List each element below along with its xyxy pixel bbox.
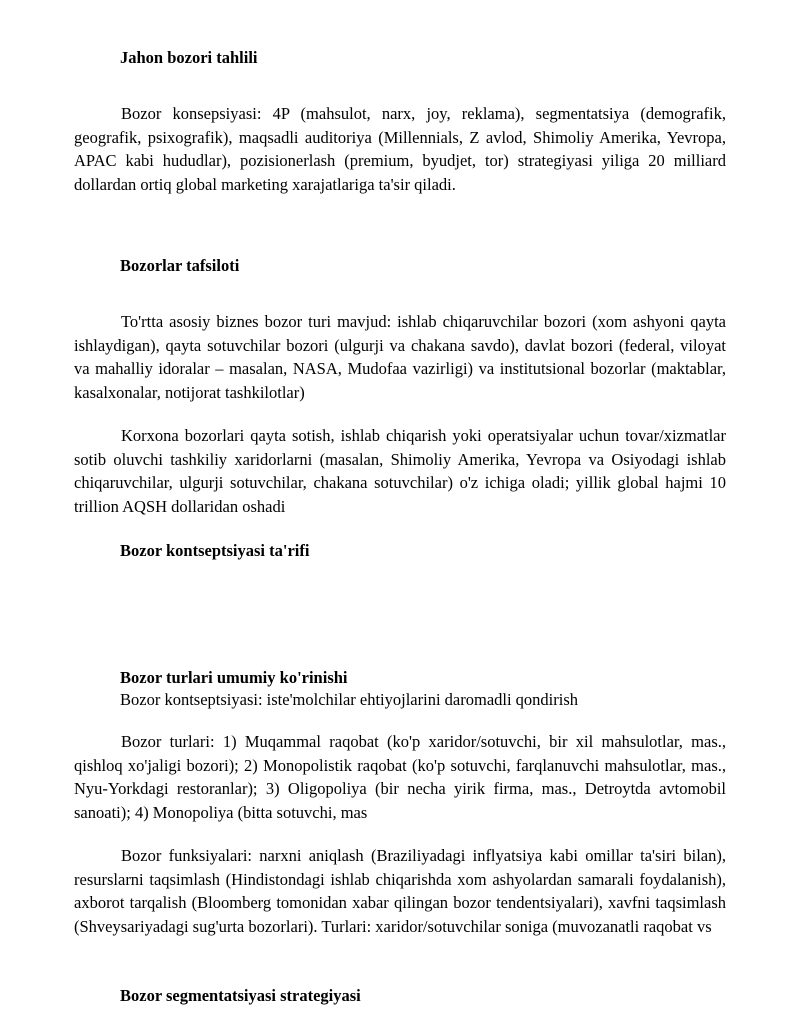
paragraph-biznes-bozor-turlari: To'rtta asosiy biznes bozor turi mavjud: ishlab chiqaruvchilar bozori (xom ashyoni qayta ishlaydigan), qayta sotuvchilar bozori (ulgurji va chakana savdo), davlat bozori (federal, viloyat va mahalliy idoralar – masalan, NASA, Mudofaa vazirligi) va institutsional bozorlar (maktablar, kasalxonalar, notijorat tashkilotlar)	[74, 312, 726, 402]
heading-bozor-segmentatsiyasi: Bozor segmentatsiyasi strategiyasi	[120, 986, 361, 1005]
paragraph-korxona-bozorlari: Korxona bozorlari qayta sotish, ishlab chiqarish yoki operatsiyalar uchun tovar/xizmatlar sotib oluvchi tashkiliy xaridorlarni (masalan, Shimoliy Amerika, Yevropa va Osiyodagi ishlab chiqaruvchilar, ulgurji sotuvchilar, chakana sotuvchilar) o'z ichiga oladi; yillik global hajmi 10 trillion AQSH dollaridan oshadi	[74, 426, 726, 516]
heading-bozor-kontseptsiyasi-tarifi: Bozor kontseptsiyasi ta'rifi	[120, 541, 310, 560]
paragraph-bozor-turlari: Bozor turlari: 1) Muqammal raqobat (ko'p xaridor/sotuvchi, bir xil mahsulotlar, mas., qishloq xo'jaligi bozori); 2) Monopolistik raqobat (ko'p sotuvchi, farqlanuvchi mahsulotlar, mas., Nyu-Yorkdagi restoranlar); 3) Oligopoliya (bir necha yirik firma, mas., Detroytda avtomobil sanoati); 4) Monopoliya (bitta sotuvchi, mas	[74, 732, 726, 822]
heading-jahon-bozori-tahlili: Jahon bozori tahlili	[120, 48, 258, 67]
paragraph-bozor-konsepsiyasi: Bozor konsepsiyasi: 4P (mahsulot, narx, joy, reklama), segmentatsiya (demografik, geografik, psixografik), maqsadli auditoriya (Millennials, Z avlod, Shimoliy Amerika, Yevropa, APAC kabi hududlar), pozisionerlash (premium, byudjet, tor) strategiyasi yiliga 20 milliard dollardan ortiq global marketing xarajatlariga ta'sir qiladi.	[74, 104, 726, 194]
paragraph-bozor-funksiyalari: Bozor funksiyalari: narxni aniqlash (Braziliyadagi inflyatsiya kabi omillar ta'siri bilan), resurslarni taqsimlash (Hindistondagi ishlab chiqarishda xom ashyolardan samarali foydalanish), axborot tarqalish (Bloomberg tomonidan xabar qilingan bozor tendentsiyalari), xavfni taqsimlash (Shveysariyadagi sug'urta bozorlari). Turlari: xaridor/sotuvchilar soniga (muvozanatli raqobat vs	[74, 846, 726, 936]
heading-bozorlar-tafsiloti: Bozorlar tafsiloti	[120, 256, 240, 275]
paragraph-lead-kontseptsiya: Bozor kontseptsiyasi: iste'molchilar ehtiyojlarini daromadli qondirish	[120, 690, 579, 709]
heading-bozor-turlari-umumiy: Bozor turlari umumiy ko'rinishi	[120, 668, 348, 687]
